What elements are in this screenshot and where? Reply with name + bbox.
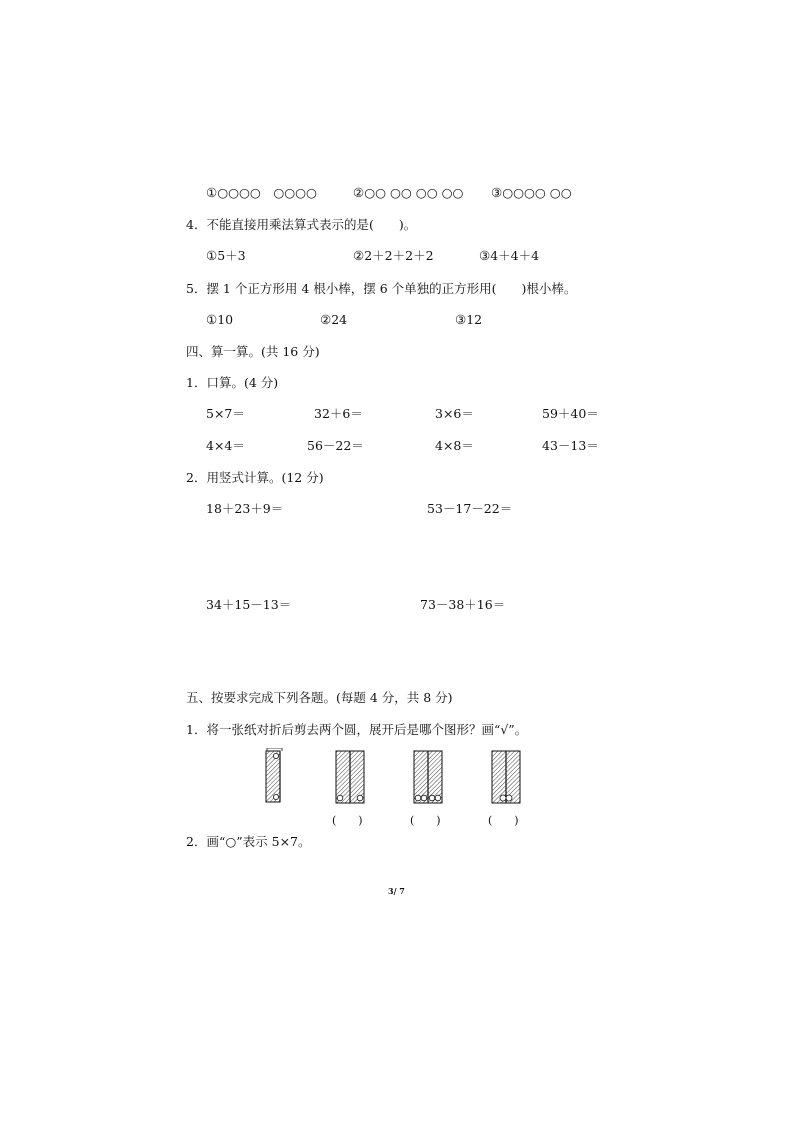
oral-item: 59＋40＝ bbox=[542, 406, 599, 421]
q5-option-2: ②24 bbox=[320, 312, 348, 327]
unfolded-option-a-figure[interactable] bbox=[335, 749, 367, 805]
unfolded-option-b-figure[interactable] bbox=[413, 749, 445, 805]
q4-option-1: ①5＋3 bbox=[206, 248, 246, 263]
oral-item: 43－13＝ bbox=[542, 438, 599, 453]
prev-option-1: ①○○○○ ○○○○ bbox=[206, 185, 317, 200]
oral-item: 4×8＝ bbox=[435, 438, 474, 453]
q4-stem: 4．不能直接用乘法算式表示的是( )。 bbox=[186, 217, 417, 232]
vertical-item: 18＋23＋9＝ bbox=[206, 501, 284, 516]
q5-option-1: ①10 bbox=[206, 312, 234, 327]
q5-stem: 5．摆 1 个正方形用 4 根小棒，摆 6 个单独的正方形用( )根小棒。 bbox=[186, 281, 577, 296]
vertical-item: 34＋15－13＝ bbox=[206, 597, 292, 612]
vertical-title: 2．用竖式计算。(12 分) bbox=[186, 470, 324, 485]
folded-paper-figure bbox=[264, 748, 284, 804]
prev-option-3: ③○○○○ ○○ bbox=[491, 185, 572, 200]
answer-paren-b[interactable]: ( ) bbox=[410, 814, 441, 827]
section4-title: 四、算一算。(共 16 分) bbox=[186, 344, 320, 359]
q4-option-2: ②2＋2＋2＋2 bbox=[353, 248, 434, 263]
q5-1-stem: 1．将一张纸对折后剪去两个圆，展开后是哪个图形？画“√”。 bbox=[186, 722, 528, 737]
vertical-item: 73－38＋16＝ bbox=[420, 597, 506, 612]
q4-option-3: ③4＋4＋4 bbox=[479, 248, 540, 263]
oral-item: 3×6＝ bbox=[435, 406, 474, 421]
q5-2-stem: 2．画“○”表示 5×7。 bbox=[186, 834, 311, 849]
answer-paren-c[interactable]: ( ) bbox=[488, 814, 519, 827]
page-number: 3/ 7 bbox=[388, 886, 405, 896]
unfolded-option-c-figure[interactable] bbox=[491, 749, 523, 805]
prev-option-2: ②○○ ○○ ○○ ○○ bbox=[353, 185, 464, 200]
answer-paren-a[interactable]: ( ) bbox=[332, 814, 363, 827]
section5-title: 五、按要求完成下列各题。(每题 4 分，共 8 分) bbox=[186, 690, 453, 705]
oral-item: 5×7＝ bbox=[206, 406, 245, 421]
vertical-item: 53－17－22＝ bbox=[427, 501, 513, 516]
q5-option-3: ③12 bbox=[455, 312, 483, 327]
oral-title: 1．口算。(4 分) bbox=[186, 375, 279, 390]
oral-item: 32＋6＝ bbox=[314, 406, 363, 421]
oral-item: 56－22＝ bbox=[307, 438, 364, 453]
oral-item: 4×4＝ bbox=[206, 438, 245, 453]
